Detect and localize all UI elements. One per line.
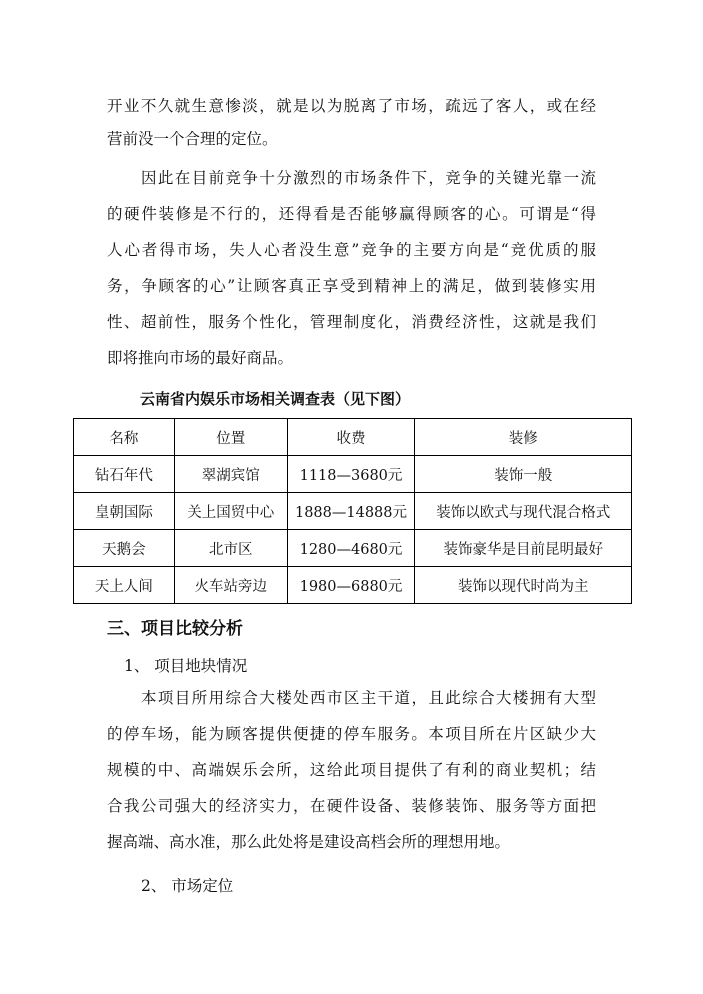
subsection-1-title: 1、 项目地块情况 — [124, 657, 248, 675]
paragraph2-line-1: 因此在目前竞争十分激烈的市场条件下，竞争的关键光靠一流 — [141, 169, 596, 187]
cell-decoration: 装饰以现代时尚为主 — [415, 567, 632, 604]
sub1-line-4: 合我公司强大的经济实力，在硬件设备、装修装饰、服务等方面把 — [107, 797, 596, 815]
table-header-row — [74, 419, 632, 456]
table-row — [74, 567, 632, 604]
header-decoration: 装修 — [415, 419, 632, 456]
cell-location: 关上国贸中心 — [174, 493, 287, 530]
paragraph2-line-4: 务，争顾客的心”让顾客真正享受到精神上的满足，做到装修实用 — [107, 277, 596, 295]
cell-fee: 1888—14888元 — [287, 493, 415, 530]
cell-fee: 1280—4680元 — [287, 530, 415, 567]
cell-location: 翠湖宾馆 — [174, 456, 287, 493]
cell-name: 皇朝国际 — [74, 493, 175, 530]
table-caption: 云南省内娱乐市场相关调查表（见下图） — [140, 390, 411, 408]
cell-name: 天上人间 — [74, 567, 175, 604]
cell-decoration: 装饰豪华是目前昆明最好 — [415, 530, 632, 567]
table-row — [74, 530, 632, 567]
cell-name: 天鹅会 — [74, 530, 175, 567]
paragraph2-line-2: 的硬件装修是不行的，还得看是否能够赢得顾客的心。可谓是“得 — [107, 205, 596, 223]
sub1-line-3: 规模的中、高端娱乐会所，这给此项目提供了有利的商业契机；结 — [107, 761, 596, 779]
section-heading: 三、项目比较分析 — [107, 619, 243, 639]
cell-name: 钻石年代 — [74, 456, 175, 493]
sub1-line-2: 的停车场，能为顾客提供便捷的停车服务。本项目所在片区缺少大 — [107, 725, 596, 743]
cell-location: 北市区 — [174, 530, 287, 567]
table-row — [74, 456, 632, 493]
survey-table — [73, 418, 632, 604]
sub1-line-1: 本项目所用综合大楼处西市区主干道，且此综合大楼拥有大型 — [141, 689, 596, 707]
table-row — [74, 493, 632, 530]
header-name: 名称 — [74, 419, 175, 456]
cell-decoration: 装饰以欧式与现代混合格式 — [415, 493, 632, 530]
subsection-2-title: 2、 市场定位 — [141, 877, 234, 895]
cell-fee: 1118—3680元 — [287, 456, 415, 493]
paragraph2-line-3: 人心者得市场，失人心者没生意”竞争的主要方向是“竞优质的服 — [107, 241, 596, 259]
paragraph1-line-1: 开业不久就生意惨淡，就是以为脱离了市场，疏远了客人，或在经 — [107, 97, 596, 115]
paragraph1-line-2: 营前没一个合理的定位。 — [107, 130, 278, 148]
cell-decoration: 装饰一般 — [415, 456, 632, 493]
header-fee: 收费 — [287, 419, 415, 456]
cell-location: 火车站旁边 — [174, 567, 287, 604]
header-location: 位置 — [174, 419, 287, 456]
cell-fee: 1980—6880元 — [287, 567, 415, 604]
sub1-line-5: 握高端、高水准，那么此处将是建设高档会所的理想用地。 — [107, 833, 511, 851]
paragraph2-line-5: 性、超前性，服务个性化，管理制度化，消费经济性，这就是我们 — [107, 313, 596, 331]
paragraph2-line-6: 即将推向市场的最好商品。 — [107, 349, 294, 367]
